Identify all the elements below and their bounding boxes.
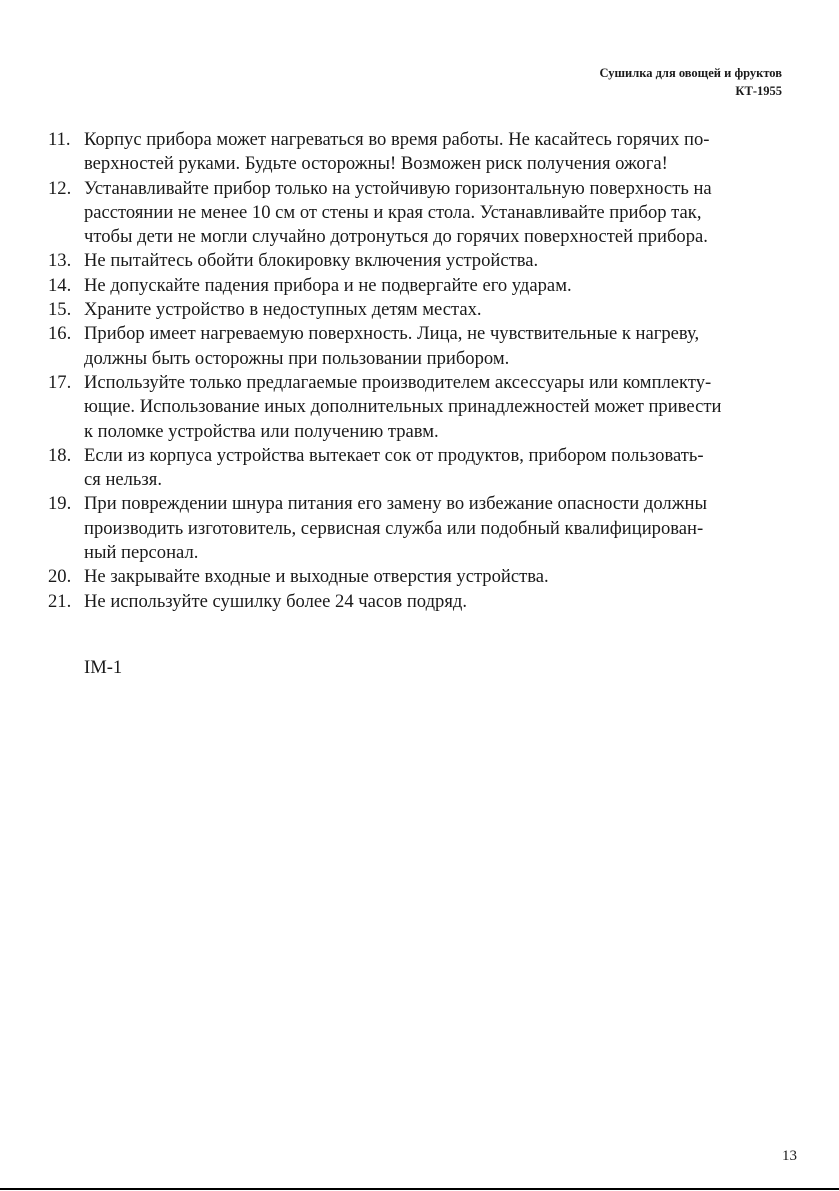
rule-item [48, 371, 778, 444]
rule-item [48, 565, 778, 589]
rule-text-line: Если из корпуса устройства вытекает сок от продуктов, прибором пользовать- [84, 444, 704, 466]
rule-number: 12. [48, 177, 72, 199]
rule-text-line: к поломке устройства или получению травм. [84, 420, 439, 442]
rule-item [48, 444, 778, 493]
rule-item [48, 298, 778, 322]
document-code: IM-1 [84, 657, 123, 678]
rule-number: 18. [48, 444, 72, 466]
rule-text-line: При повреждении шнура питания его замену во избежание опасности должны [84, 493, 707, 515]
rule-text-line: расстоянии не менее 10 см от стены и края стола. Устанавливайте прибор так, [84, 201, 702, 223]
rule-text-line: Храните устройство в недоступных детям местах. [84, 299, 482, 321]
product-title: Сушилка для овощей и фруктов [599, 66, 782, 80]
page-number: 13 [782, 1148, 797, 1164]
page-header [599, 64, 782, 100]
rule-number: 13. [48, 250, 72, 272]
rule-text-line: чтобы дети не могли случайно дотронуться до горячих поверхностей прибора. [84, 226, 708, 248]
rule-item [48, 177, 778, 250]
rule-text-line: ся нельзя. [84, 469, 162, 491]
rule-number: 20. [48, 566, 72, 588]
rule-text-line: должны быть осторожны при пользовании прибором. [84, 347, 510, 369]
rule-text-line: Устанавливайте прибор только на устойчивую горизонтальную поверхность на [84, 177, 712, 199]
rule-text-line: верхностей руками. Будьте осторожны! Возможен риск получения ожога! [84, 153, 668, 175]
rule-number: 11. [48, 129, 71, 150]
bottom-divider [0, 1188, 839, 1190]
rule-text-line: Используйте только предлагаемые производителем аксессуары или комплекту- [84, 371, 712, 393]
rule-number: 14. [48, 274, 72, 296]
rule-item [48, 492, 778, 565]
rule-item [48, 274, 778, 298]
model-number: КТ-1955 [735, 84, 782, 98]
rule-text-line: Не допускайте падения прибора и не подвергайте его ударам. [84, 274, 572, 296]
rule-number: 15. [48, 299, 72, 321]
rule-item [48, 249, 778, 273]
rule-text-line: Не пытайтесь обойти блокировку включения устройства. [84, 250, 539, 272]
rule-text-line: Не используйте сушилку более 24 часов подряд. [84, 590, 467, 612]
rule-item [48, 322, 778, 371]
rule-text-line: ющие. Использование иных дополнительных принадлежностей может привести [84, 396, 722, 418]
rule-item [48, 590, 778, 614]
rule-number: 17. [48, 371, 72, 393]
rule-text-line: ный персонал. [84, 542, 199, 564]
rule-text-line: Прибор имеет нагреваемую поверхность. Лица, не чувствительные к нагреву, [84, 323, 700, 345]
rule-text-line: Корпус прибора может нагреваться во время работы. Не касайтесь горячих по- [84, 129, 710, 150]
safety-rules-list [48, 128, 778, 614]
rule-text-line: производить изготовитель, сервисная служба или подобный квалифицирован- [84, 517, 704, 539]
rule-number: 21. [48, 590, 72, 612]
rule-number: 16. [48, 323, 72, 345]
rule-item [48, 128, 778, 177]
rule-number: 19. [48, 493, 72, 515]
rule-text-line: Не закрывайте входные и выходные отверстия устройства. [84, 566, 549, 588]
